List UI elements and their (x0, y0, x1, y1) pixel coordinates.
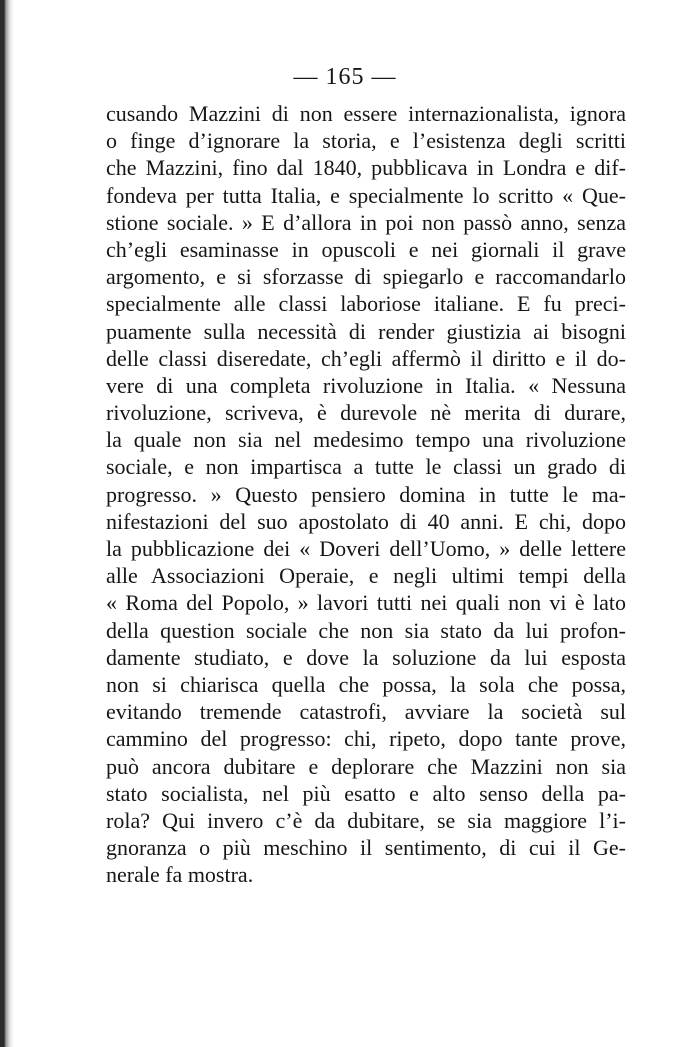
text-line: puamente sulla necessità di render giustizia ai bisogni (106, 318, 626, 344)
book-spine-shadow (0, 0, 14, 1047)
text-line: evitando tremende catastrofi, avviare la società sul (106, 699, 626, 725)
text-line: cammino del progresso: chi, ripeto, dopo tante prove, (106, 726, 626, 752)
text-line: « Roma del Popolo, » lavori tutti nei quali non vi è lato (106, 590, 626, 616)
text-line: che Mazzini, fino dal 1840, pubblicava in Londra e dif- (106, 155, 626, 181)
text-line: cusando Mazzini di non essere internazionalista, ignora (106, 101, 626, 126)
text-line: fondeva per tutta Italia, e specialmente lo scritto « Que- (106, 182, 626, 208)
text-line: può ancora dubitare e deplorare che Mazzini non sia (106, 753, 626, 779)
text-line: alle Associazioni Operaie, e negli ultimi tempi della (106, 563, 626, 589)
text-line: vere di una completa rivoluzione in Italia. « Nessuna (106, 372, 626, 398)
text-line: stione sociale. » E d’allora in poi non passò anno, senza (106, 209, 626, 235)
text-line: nerale fa mostra. (106, 862, 254, 888)
text-line: la quale non sia nel medesimo tempo una rivoluzione (106, 427, 626, 453)
text-line: la pubblicazione dei « Doveri dell’Uomo, » delle lettere (106, 536, 626, 561)
text-line: argomento, e si sforzasse di spiegarlo e raccomandarlo (106, 264, 626, 290)
text-line: o finge d’ignorare la storia, e l’esistenza degli scritti (106, 128, 626, 154)
page-number: — 165 — (293, 64, 397, 90)
text-line: delle classi diseredate, ch’egli affermò il diritto e il do- (106, 345, 626, 371)
text-line: specialmente alle classi laboriose italiane. E fu preci- (106, 291, 626, 317)
text-line: della question sociale che non sia stato da lui profon- (106, 617, 626, 643)
text-line: sociale, e non impartisca a tutte le classi un grado di (106, 454, 626, 480)
text-line: non si chiarisca quella che possa, la sola che possa, (106, 671, 626, 697)
body-text (106, 100, 626, 888)
text-line: progresso. » Questo pensiero domina in tutte le ma- (106, 481, 626, 507)
text-line: ch’egli esaminasse in opuscoli e nei giornali il grave (106, 236, 626, 262)
text-line: rivoluzione, scriveva, è durevole nè merita di durare, (106, 400, 626, 426)
text-line: rola? Qui invero c’è da dubitare, se sia maggiore l’i- (106, 807, 626, 833)
text-line: gnoranza o più meschino il sentimento, di cui il Ge- (106, 835, 626, 861)
text-line: damente studiato, e dove la soluzione da lui esposta (106, 644, 626, 670)
text-line: nifestazioni del suo apostolato di 40 anni. E chi, dopo (106, 508, 626, 534)
text-line: stato socialista, nel più esatto e alto senso della pa- (106, 780, 626, 806)
